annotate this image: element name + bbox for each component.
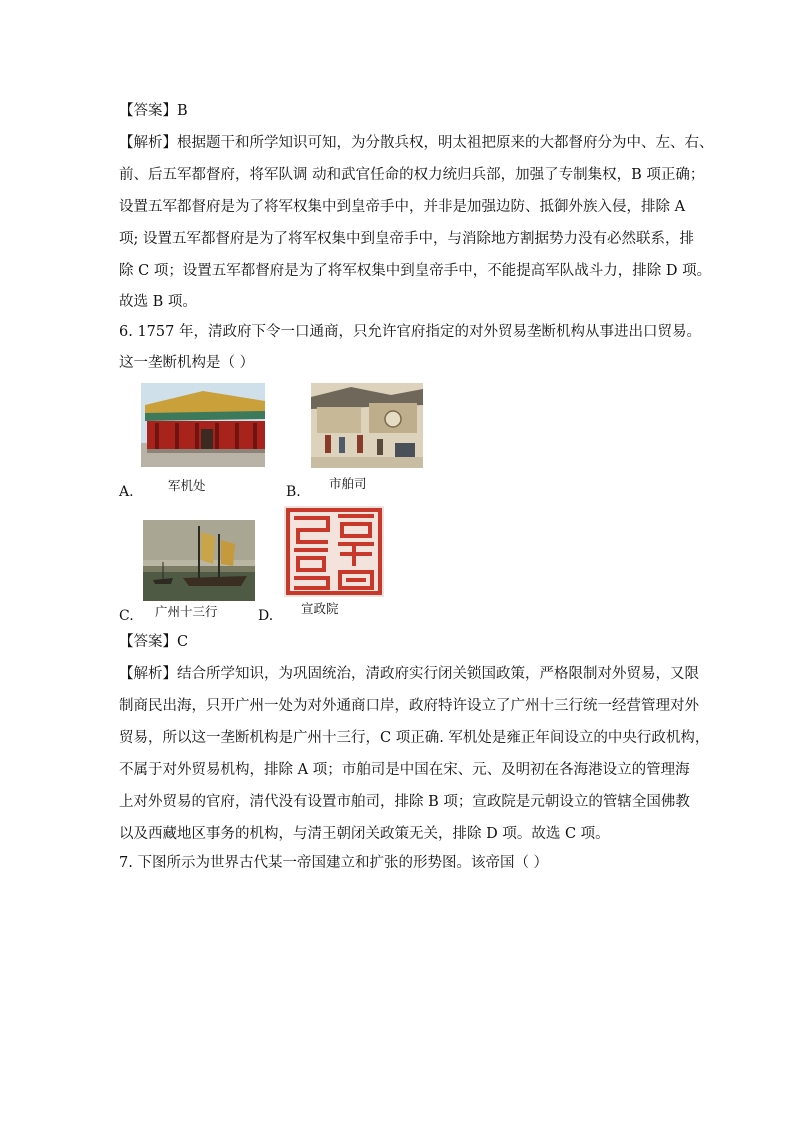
option-a-caption: 军机处 bbox=[168, 478, 206, 493]
option-a-image bbox=[141, 383, 265, 467]
option-b-letter: B. bbox=[286, 484, 301, 500]
q6-analysis-line: 不属于对外贸易机构，排除 A 项；市舶司是中国在宋、元、及明初在各海港设立的管理海 bbox=[119, 762, 690, 778]
option-c-caption: 广州十三行 bbox=[155, 604, 218, 619]
option-b-image bbox=[311, 383, 423, 468]
option-d-letter: D. bbox=[258, 608, 274, 624]
q6-analysis-line: 以及西藏地区事务的机构，与清王朝闭关政策无关，排除 D 项。故选 C 项。 bbox=[119, 826, 610, 842]
q6-stem-line: 6. 1757 年，清政府下令一口通商，只允许官府指定的对外贸易垄断机构从事进出口贸易。 bbox=[119, 324, 701, 340]
q6-answer: 【答案】C bbox=[119, 634, 189, 650]
q5-analysis-line: 设置五军都督府是为了将军权集中到皇帝手中，并非是加强边防、抵御外族入侵，排除 A bbox=[119, 199, 686, 215]
option-d-seal-image bbox=[284, 506, 384, 597]
option-d-caption: 宣政院 bbox=[301, 601, 339, 616]
q5-analysis-line: 除 C 项；设置五军都督府是为了将军权集中到皇帝手中，不能提高军队战斗力，排除 D 项。 bbox=[119, 263, 712, 279]
q5-analysis-line: 前、后五军都督府，将军队调 动和武官任命的权力统归兵部，加强了专制集权，B 项正确； bbox=[119, 167, 705, 183]
q6-analysis-line: 贸易，所以这一垄断机构是广州十三行，C 项正确. 军机处是雍正年间设立的中央行政机构， bbox=[119, 730, 710, 746]
q6-analysis-line: 制商民出海，只开广州一处为对外通商口岸，政府特许设立了广州十三行统一经营管理对外 bbox=[119, 698, 699, 714]
q5-analysis-line: 项; 设置五军都督府是为了将军权集中到皇帝手中，与消除地方割据势力没有必然联系，排 bbox=[119, 231, 694, 247]
q6-analysis-line: 【解析】结合所学知识，为巩固统治，清政府实行闭关锁国政策，严格限制对外贸易，又限 bbox=[119, 666, 699, 682]
option-b-caption: 市舶司 bbox=[329, 476, 367, 491]
q5-answer: 【答案】B bbox=[119, 103, 188, 119]
q6-analysis-line: 上对外贸易的官府，清代没有设置市舶司，排除 B 项；宣政院是元朝设立的管辖全国佛教 bbox=[119, 794, 690, 810]
option-a-letter: A. bbox=[119, 484, 134, 500]
option-c-letter: C. bbox=[119, 608, 134, 624]
q6-stem-line: 这一垄断机构是（ ） bbox=[119, 355, 255, 371]
q5-analysis-line: 故选 B 项。 bbox=[119, 294, 197, 310]
q7-stem: 7. 下图所示为世界古代某一帝国建立和扩张的形势图。该帝国（ ） bbox=[119, 855, 549, 871]
option-c-image bbox=[143, 520, 255, 601]
q5-analysis-line: 【解析】根据题干和所学知识可知，为分散兵权，明太祖把原来的大都督府分为中、左、右、 bbox=[119, 135, 714, 151]
